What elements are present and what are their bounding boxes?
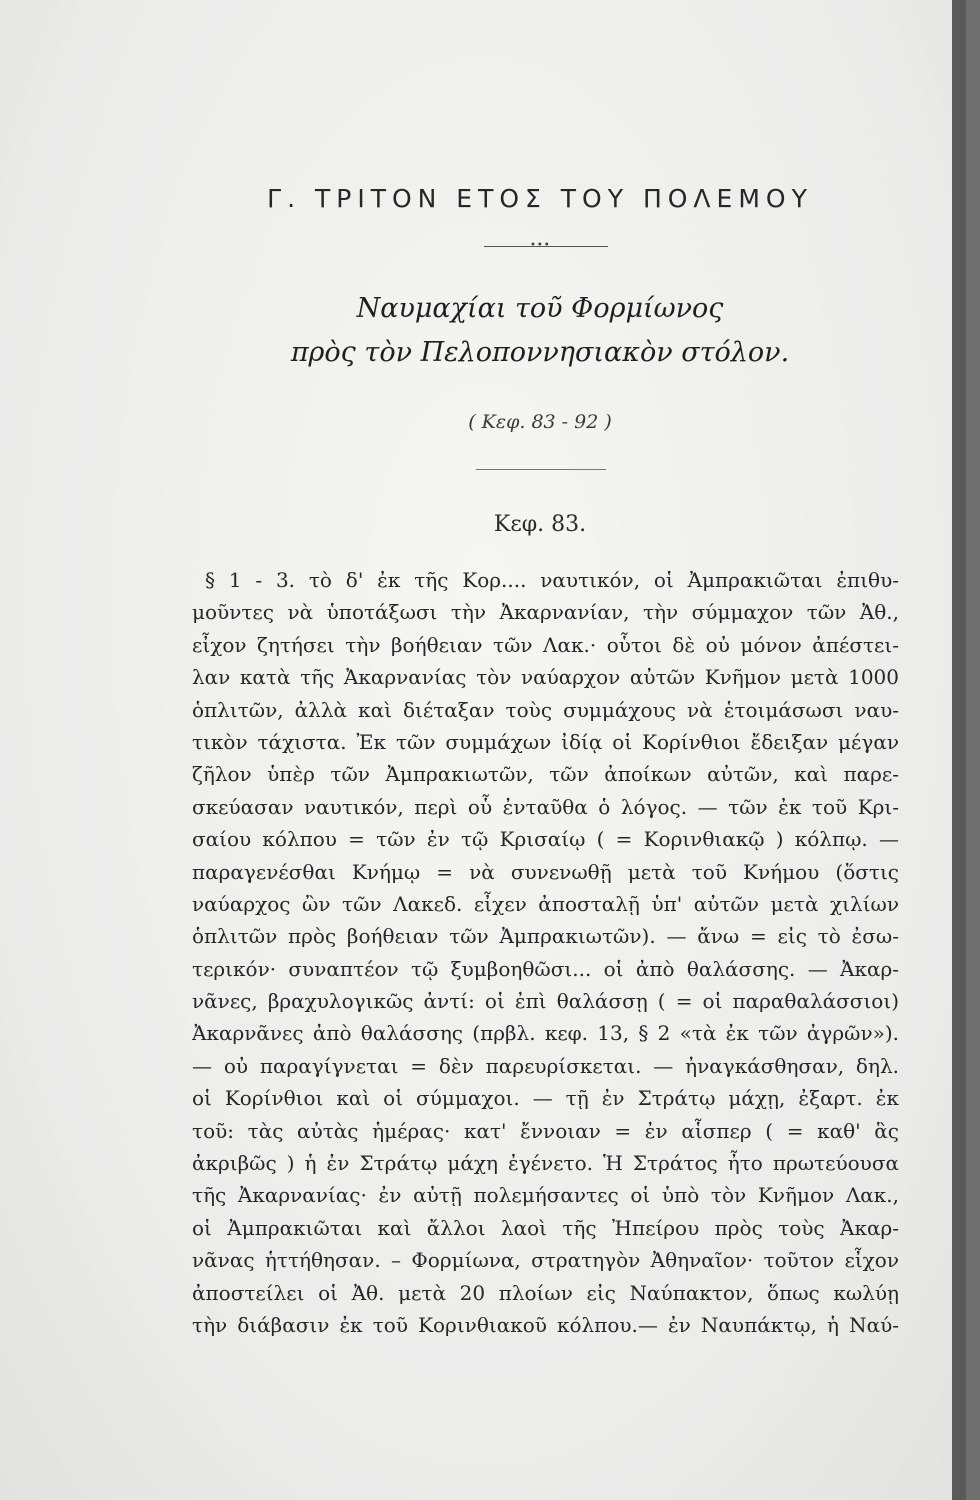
divider-rule — [476, 469, 606, 470]
commentary-text — [192, 564, 899, 1341]
text-line: οἱ Ἀμπρακιῶται καὶ ἄλλοι λαοὶ τῆς Ἠπείρου πρὸς τοὺς Ἀκαρ- — [192, 1215, 899, 1240]
text-line: νᾶνας ἡττήθησαν. – Φορμίωνα, στρατηγὸν Ἀθηναῖον· τοῦτον εἶχον — [192, 1248, 899, 1273]
text-line: § 1 - 3. τὸ δ' ἐκ τῆς Κορ.... ναυτικόν, οἱ Ἀμπρακιῶται ἐπιθυ- — [205, 568, 899, 592]
text-line: ζῆλον ὑπὲρ τῶν Ἀμπρακιωτῶν, τῶν ἀποίκων αὐτῶν, καὶ παρε- — [192, 762, 899, 787]
chapter-heading: Κεφ. 83. — [493, 512, 587, 537]
text-line: σαίου κόλπου = τῶν ἐν τῷ Κρισαίῳ ( = Κορινθιακῷ ) κόλπῳ. — — [192, 827, 899, 852]
text-line: παραγενέσθαι Κνήμῳ = νὰ συνενωθῇ μετὰ τοῦ Κνήμου (ὅστις — [192, 859, 899, 884]
ornament-dots: ••• — [530, 240, 551, 251]
page-edge — [952, 0, 966, 1500]
text-line: ναύαρχος ὢν τῶν Λακεδ. εἶχεν ἀποσταλῇ ὑπ' αὐτῶν μετὰ χιλίων — [192, 891, 899, 916]
text-line: ὁπλιτῶν πρὸς βοήθειαν τῶν Ἀμπρακιωτῶν). — ἄνω = εἰς τὸ ἐσω- — [192, 924, 899, 949]
text-line: τικὸν τάχιστα. Ἐκ τῶν συμμάχων ἰδίᾳ οἱ Κορίνθιοι ἔδειξαν μέγαν — [192, 729, 899, 754]
title-line-2: πρὸς τὸν Πελοποννησιακὸν στόλον. — [290, 337, 790, 368]
text-line: τοῦ: τὰς αὐτὰς ἡμέρας· κατ' ἔννοιαν = ἐν αἷσπερ ( = καθ' ἃς — [192, 1118, 899, 1143]
text-line: τῆς Ἀκαρνανίας· ἐν αὐτῇ πολεμήσαντες οἱ ὑπὸ τὸν Κνῆμον Λακ., — [192, 1183, 899, 1208]
section-heading: Γ. ΤΡΙΤΟΝ ΕΤΟΣ ΤΟΥ ΠΟΛΕΜΟΥ — [267, 184, 813, 213]
text-line: ἀκριβῶς ) ἡ ἐν Στράτῳ μάχη ἐγένετο. Ἡ Στράτος ἦτο πρωτεύουσα — [192, 1151, 899, 1176]
title-line-1: Ναυμαχίαι τοῦ Φορμίωνος — [356, 293, 724, 324]
text-line: τερικόν· συναπτέον τῷ ξυμβοηθῶσι... οἱ ἀπὸ θαλάσσης. — Ἀκαρ- — [192, 956, 899, 981]
text-line: τὴν διάβασιν ἐκ τοῦ Κορινθιακοῦ κόλπου.— ἐν Ναυπάκτῳ, ἡ Ναύ- — [192, 1312, 899, 1337]
text-line: Ἀκαρνᾶνες ἀπὸ θαλάσσης (πρβλ. κεφ. 13, § 2 «τὰ ἐκ τῶν ἀγρῶν»). — [192, 1021, 899, 1046]
text-line: — οὐ παραγίγνεται = δὲν παρευρίσκεται. — ἠναγκάσθησαν, δηλ. — [192, 1053, 899, 1078]
text-line: νᾶνες, βραχυλογικῶς ἀντί: οἱ ἐπὶ θαλάσσῃ ( = οἱ παραθαλάσσιοι) — [192, 989, 899, 1014]
text-line: οἱ Κορίνθιοι καὶ οἱ σύμμαχοι. — τῇ ἐν Στράτῳ μάχῃ, ἐξαρτ. ἐκ — [192, 1086, 899, 1111]
text-line: σκεύασαν ναυτικόν, περὶ οὗ ἐνταῦθα ὁ λόγος. — τῶν ἐκ τοῦ Κρι- — [192, 794, 899, 819]
text-line: ἀποστείλει οἱ Ἀθ. μετὰ 20 πλοίων εἰς Ναύπακτον, ὅπως κωλύῃ — [192, 1280, 899, 1305]
text-line: εἶχον ζητήσει τὴν βοήθειαν τῶν Λακ.· οὗτοι δὲ οὐ μόνον ἀπέστει- — [192, 632, 899, 657]
text-line: μοῦντες νὰ ὑποτάξωσι τὴν Ἀκαρνανίαν, τὴν σύμμαχον τῶν Ἀθ., — [192, 600, 899, 625]
chapter-range: ( Κεφ. 83 - 92 ) — [468, 411, 612, 433]
heading-ornament — [484, 240, 608, 251]
text-line: ὁπλιτῶν, ἀλλὰ καὶ διέταξαν τοὺς συμμάχους νὰ ἑτοιμάσωσι ναυ- — [192, 697, 899, 722]
text-line: λαν κατὰ τῆς Ἀκαρνανίας τὸν ναύαρχον αὐτῶν Κνῆμον μετὰ 1000 — [192, 665, 899, 690]
